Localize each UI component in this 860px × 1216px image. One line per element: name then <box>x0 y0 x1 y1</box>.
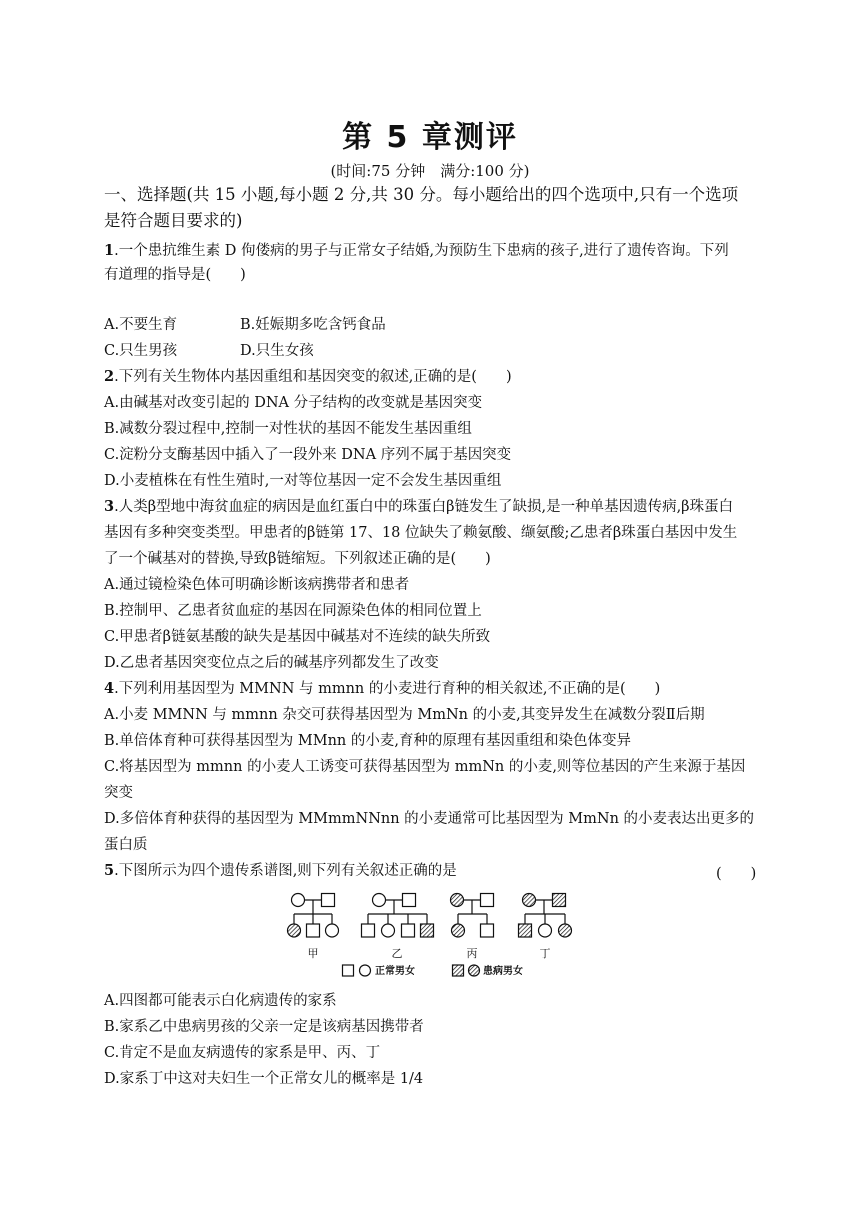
page-subtitle: (时间:75 分钟 满分:100 分) <box>330 162 530 180</box>
affected-female-symbol <box>451 894 464 907</box>
pedigree-yi <box>362 894 434 938</box>
question-3-stem-cont2: 了一个碱基对的替换,导致β链缩短。下列叙述正确的是( ) <box>104 551 491 567</box>
question-4-option-d-cont: 蛋白质 <box>104 837 148 853</box>
normal-female-symbol <box>382 924 395 937</box>
pedigree-bing <box>451 894 494 938</box>
normal-female-symbol <box>373 894 386 907</box>
question-text: .下列利用基因型为 MMNN 与 mmnn 的小麦进行育种的相关叙述,不正确的是( ) <box>114 681 661 697</box>
legend-normal-text: 正常男女 <box>375 966 415 977</box>
question-4-stem <box>104 678 764 700</box>
question-5-option-b: B.家系乙中患病男孩的父亲一定是该病基因携带者 <box>104 1019 424 1035</box>
affected-female-symbol <box>523 894 536 907</box>
option-b: B.妊娠期多吃含钙食品 <box>240 317 386 333</box>
question-5-option-d: D.家系丁中这对夫妇生一个正常女儿的概率是 1/4 <box>104 1071 424 1087</box>
affected-male-symbol <box>519 924 532 937</box>
normal-male-symbol <box>481 894 494 907</box>
question-4-option-c: C.将基因型为 mmnn 的小麦人工诱变可获得基因型为 mmNn 的小麦,则等位基因的产生来源于基因 <box>104 759 746 775</box>
question-4-option-d: D.多倍体育种获得的基因型为 MMmmNNnn 的小麦通常可比基因型为 MmNn 的小麦表达出更多的 <box>104 811 755 827</box>
affected-female-symbol <box>559 924 572 937</box>
normal-male-symbol <box>322 894 335 907</box>
question-3-option-b: B.控制甲、乙患者贫血症的基因在同源染色体的相同位置上 <box>104 603 482 619</box>
normal-male-symbol <box>402 924 415 937</box>
question-1-stem <box>104 240 764 262</box>
question-2-stem <box>104 366 764 388</box>
question-4-option-c-cont: 突变 <box>104 785 133 801</box>
family-label-ding: 丁 <box>539 947 551 960</box>
question-1-options-row2 <box>104 340 764 362</box>
legend-affected-text: 患病男女 <box>483 966 523 977</box>
family-label-yi: 乙 <box>391 947 403 960</box>
question-1-stem-cont: 有道理的指导是( ) <box>104 267 246 283</box>
question-5-option-a: A.四图都可能表示白化病遗传的家系 <box>104 993 337 1009</box>
pedigree-jia <box>288 894 339 938</box>
page-title: 第 5 章测评 <box>342 120 518 155</box>
option-a: A.不要生育 <box>104 317 178 333</box>
legend-affected-female-symbol <box>469 965 480 976</box>
question-1-options-row1 <box>104 314 764 336</box>
normal-female-symbol <box>326 924 339 937</box>
pedigree-ding <box>519 894 572 938</box>
question-text: .下图所示为四个遗传系谱图,则下列有关叙述正确的是 <box>114 863 457 879</box>
question-4-option-a: A.小麦 MMNN 与 mmnn 杂交可获得基因型为 MmNn 的小麦,其变异发生在减数分裂Ⅱ后期 <box>104 707 705 723</box>
normal-male-symbol <box>403 894 416 907</box>
question-2-option-d: D.小麦植株在有性生殖时,一对等位基因一定不会发生基因重组 <box>104 473 502 489</box>
question-number: 5 <box>104 862 115 879</box>
question-text: .一个患抗维生素 D 佝偻病的男子与正常女子结婚,为预防生下患病的孩子,进行了遗传咨询。下列 <box>114 243 729 259</box>
question-number: 2 <box>104 368 115 385</box>
question-5-stem <box>104 860 764 882</box>
family-label-bing: 丙 <box>466 947 478 960</box>
section-heading-cont: 是符合题目要求的) <box>104 211 243 230</box>
question-2-option-a: A.由碱基对改变引起的 DNA 分子结构的改变就是基因突变 <box>104 395 483 411</box>
legend-affected-male-symbol <box>453 965 464 976</box>
question-number: 1 <box>104 242 115 259</box>
question-5-option-c: C.肯定不是血友病遗传的家系是甲、丙、丁 <box>104 1045 381 1061</box>
option-c: C.只生男孩 <box>104 343 178 359</box>
normal-male-symbol <box>481 924 494 937</box>
question-3-stem <box>104 496 764 518</box>
pedigree-figure <box>284 884 580 984</box>
normal-male-symbol <box>307 924 320 937</box>
question-2-option-b: B.减数分裂过程中,控制一对性状的基因不能发生基因重组 <box>104 421 472 437</box>
affected-female-symbol <box>288 924 301 937</box>
family-label-jia: 甲 <box>307 947 319 960</box>
normal-female-symbol <box>539 924 552 937</box>
question-text: .人类β型地中海贫血症的病因是血红蛋白中的珠蛋白β链发生了缺损,是一种单基因遗传病,β珠蛋白 <box>114 499 734 515</box>
question-number: 4 <box>104 680 115 697</box>
normal-male-symbol <box>362 924 375 937</box>
option-d: D.只生女孩 <box>240 343 314 359</box>
affected-male-symbol <box>553 894 566 907</box>
section-heading: 一、选择题(共 15 小题,每小题 2 分,共 30 分。每小题给出的四个选项中,只有一个选项 <box>104 185 739 204</box>
affected-male-symbol <box>421 924 434 937</box>
question-3-option-a: A.通过镜检染色体可明确诊断该病携带者和患者 <box>104 577 410 593</box>
question-3-option-d: D.乙患者基因突变位点之后的碱基序列都发生了改变 <box>104 655 439 671</box>
question-2-option-c: C.淀粉分支酶基因中插入了一段外来 DNA 序列不属于基因突变 <box>104 447 512 463</box>
question-text: .下列有关生物体内基因重组和基因突变的叙述,正确的是( ) <box>114 369 512 385</box>
answer-bracket: ( ) <box>716 866 757 882</box>
affected-female-symbol <box>452 924 465 937</box>
normal-female-symbol <box>292 894 305 907</box>
question-4-option-b: B.单倍体育种可获得基因型为 MMnn 的小麦,育种的原理有基因重组和染色体变异 <box>104 733 631 749</box>
legend-normal-male-symbol <box>343 965 354 976</box>
legend-normal-female-symbol <box>360 965 371 976</box>
question-3-stem-cont: 基因有多种突变类型。甲患者的β链第 17、18 位缺失了赖氨酸、缬氨酸;乙患者β珠蛋白基因中发生 <box>104 525 738 541</box>
question-number: 3 <box>104 498 115 515</box>
question-3-option-c: C.甲患者β链氨基酸的缺失是基因中碱基对不连续的缺失所致 <box>104 629 491 645</box>
